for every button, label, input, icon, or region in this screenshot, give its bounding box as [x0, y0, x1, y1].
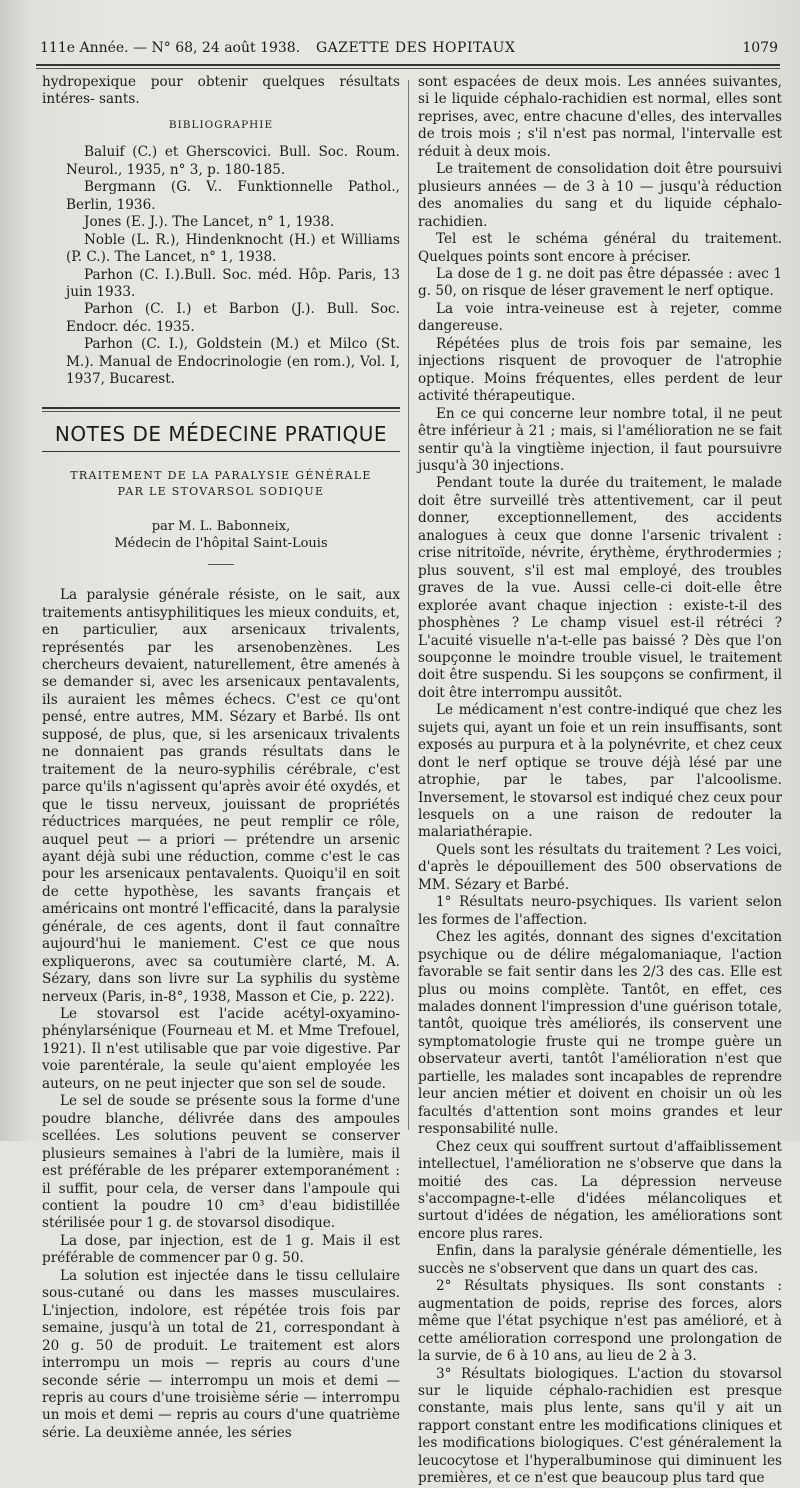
body-paragraph: Le médicament n'est contre-indiqué que chez les sujets qui, ayant un foie et un rein insuffisants, sont exposés au purpura et à la polynévrite, et chez ceux dont le nerf optique se trouve déjà lésé par une atrophie, par le tabes, par l'alcoolisme. Inversement, le stovarsol est indiqué chez ceux pour lesquels on a une raison de redouter la malariathérapie. [418, 702, 782, 841]
page-header [40, 36, 778, 60]
bibliography-title: BIBLIOGRAPHIE [168, 118, 274, 131]
body-paragraph: Quels sont les résultats du traitement ? Les voici, d'après le dépouillement des 500 observations de MM. Sézary et Barbé. [418, 841, 782, 893]
page-number: 1079 [742, 40, 778, 56]
body-paragraph: 2° Résultats physiques. Ils sont constants : augmentation de poids, reprise des forces, alors même que l'état psychique n'est pas amélioré, et à cette amélioration correspond une prolongation de la survie, de 6 à 10 ans, au lieu de 2 à 3. [418, 1278, 782, 1365]
section-rule-top [42, 407, 400, 409]
article-title-line-2: PAR LE STOVARSOL SODIQUE [117, 485, 325, 499]
byline-rule [208, 564, 234, 565]
body-paragraph: Le stovarsol est l'acide acétyl-oxyamino-phénylarsénique (Fourneau et M. et Mme Trefouel, 1921). Il n'est utilisable que par voie digestive. Par voie parentérale, la seule qu'aient employée les auteurs, on ne peut injecter que son sel de soude. [42, 1006, 400, 1092]
byline [42, 518, 400, 552]
bibliography-entry: Parhon (C. I.) et Barbon (J.). Bull. Soc. Endocr. déc. 1935. [66, 301, 400, 335]
right-column [418, 74, 782, 1488]
body-paragraph: La solution est injectée dans le tissu cellulaire sous-cutané ou dans les masses musculaires. L'injection, indolore, est répétée trois fois par semaine, jusqu'à un total de 21, correspondant à 20 g. 50 de produit. Le traitement est alors interrompu un mois — repris au cours d'une seconde série — interrompu un mois et demi — repris au cours d'une troisième série — interrompu un mois et demi — repris au cours d'une quatrième série. La deuxième année, les séries [42, 1267, 400, 1441]
left-column [42, 74, 400, 1442]
journal-title: GAZETTE DES HOPITAUX [316, 40, 516, 56]
body-paragraph: Enfin, dans la paralysie générale démentielle, les succès ne s'observent que dans un quart des cas. [418, 1243, 782, 1277]
bibliography-entry: Parhon (C. I.), Goldstein (M.) et Milco (St. M.). Manual de Endocrinologie (en rom.), Vol. I, 1937, Bucarest. [66, 336, 400, 388]
body-paragraph: Tel est le schéma général du traitement. Quelques points sont encore à préciser. [418, 231, 782, 265]
bibliography-entry: Bergmann (G. V.. Funktionnelle Pathol., Berlin, 1936. [66, 179, 400, 213]
body-paragraph: Le traitement de consolidation doit être poursuivi plusieurs années — de 3 à 10 — jusqu'à réduction des anomalies du sang et du liquide céphalo-rachidien. [418, 161, 782, 230]
body-paragraph: 1° Résultats neuro-psychiques. Ils varient selon les formes de l'affection. [418, 894, 782, 928]
author: par M. L. Babonneix, [151, 519, 291, 535]
header-rule [36, 64, 780, 66]
body-paragraph: Le sel de soude se présente sous la forme d'une poudre blanche, délivrée dans des ampoules scellées. Les solutions peuvent se conserver plusieurs semaines à l'abri de la lumière, mais il est préférable de les préparer extemporanément : il suffit, pour cela, de verser dans l'ampoule qui contient la poudre 10 cm³ d'eau bidistillée stérilisée pour 1 g. de stovarsol disodique. [42, 1093, 400, 1232]
body-paragraph: Répétées plus de trois fois par semaine, les injections risquent de provoquer de l'atrophie optique. Moins fréquentes, elles perdent de leur activité thérapeutique. [418, 335, 782, 405]
bibliography-entry: Noble (L. R.), Hindenknocht (H.) et Williams (P. C.). The Lancet, n° 1, 1938. [66, 231, 400, 266]
body-paragraph: Pendant toute la durée du traitement, le malade doit être surveillé très attentivement, car il peut donner, exceptionnellement, des accidents analogues à ceux que donne l'arsenic trivalent : crise nitritoïde, névrite, érythème, érythrodermies ; plus souvent, s'il est mal employé, des troubles graves de la vue. Aussi celle-ci doit-elle être explorée avant chaque injection : existe-t-il des phosphènes ? Le champ visuel est-il rétréci ? L'acuité visuelle n'a-t-elle pas baissé ? Dès que l'on soupçonne le moindre trouble visuel, le traitement doit être suspendu. Si les soupçons se confirment, il doit être interrompu aussitôt. [418, 475, 782, 701]
bibliography-entry: Baluif (C.) et Gherscovici. Bull. Soc. Roum. Neurol., 1935, n° 3, p. 180-185. [66, 144, 400, 178]
body-paragraph: La paralysie générale résiste, on le sait, aux traitements antisyphilitiques les mieux conduits, et, en particulier, aux arsenicaux trivalents, représentés par les arsenobenzènes. Les chercheurs devaient, naturellement, être amenés à se demander si, avec les arsenicaux pentavalents, ils auraient les mêmes échecs. C'est ce qu'ont pensé, entre autres, MM. Sézary et Barbé. Ils ont supposé, de plus, que, si les arsenicaux trivalents ne donnaient pas grands résultats dans le traitement de la neuro-syphilis cérébrale, c'est parce qu'ils n'agissent qu'après avoir été oxydés, et que le tissu nerveux, jouissant de propriétés réductrices marquées, ne peut remplir ce rôle, auquel peut — a priori — prétendre un arsenic ayant déjà subi une réduction, comme c'est le cas pour les arsenicaux pentavalents. Quoiqu'il en soit de cette hypothèse, les savants français et américains ont montré l'efficacité, dans la paralysie générale, de ces agents, dont il faut connaître aujourd'hui le maniement. C'est ce que nous expliquerons, avec sa coutumière clarté, M. A. Sézary, dans son livre sur La syphilis du système nerveux (Paris, in-8°, 1938, Masson et Cie, p. 222). [42, 587, 400, 1005]
article-title-line-1: TRAITEMENT DE LA PARALYSIE GÉNÉRALE [70, 469, 372, 483]
body-paragraph: La dose, par injection, est de 1 g. Mais il est préférable de commencer par 0 g. 50. [42, 1232, 400, 1267]
section-title: NOTES DE MÉDECINE PRATIQUE [54, 421, 388, 446]
bibliography-entry: Jones (E. J.). The Lancet, n° 1, 1938. [84, 214, 335, 231]
body-paragraph: Chez les agités, donnant des signes d'excitation psychique ou de délire mégalomaniaque, l'action favorable se fait sentir dans les 2/3 des cas. Elle est plus ou moins complète. Tantôt, en effet, ces malades donnent l'impression d'une guérison totale, tantôt, quoique très améliorés, ils conservent une symptomatologie fruste qui ne trompe guère un observateur averti, tantôt l'amélioration n'est que partielle, les malades sont incapables de reprendre leur ancien métier et doivent en choisir un où les facultés d'attention sont moins grandes et leur responsabilité nulle. [418, 929, 782, 1138]
body-paragraph: La voie intra-veineuse est à rejeter, comme dangereuse. [418, 300, 782, 335]
author-affiliation: Médecin de l'hôpital Saint-Louis [114, 536, 328, 552]
body-paragraph: Chez ceux qui souffrent surtout d'affaiblissement intellectuel, l'amélioration ne s'observe que dans la moitié des cas. La dépression nerveuse s'accompagne-t-elle d'idées mélancoliques et surtout d'idées de négation, les améliorations sont encore plus rares. [418, 1138, 782, 1242]
body-paragraph: 3° Résultats biologiques. L'action du stovarsol sur le liquide céphalo-rachidien est presque constante, mais plus lente, sans qu'il y ait un rapport constant entre les modifications cliniques et les modifications biologiques. C'est généralement la leucocytose et l'hyperalbuminose qui diminuent les premières, et ce n'est que beaucoup plus tard que [418, 1365, 782, 1487]
body-paragraph: sont espacées de deux mois. Les années suivantes, si le liquide céphalo-rachidien est normal, elles sont reprises, avec, entre chacune d'elles, des intervalles de trois mois ; s'il n'est pas normal, l'intervalle est réduit à deux mois. [418, 74, 782, 160]
issue-info: 111e Année. — N° 68, 24 août 1938. [40, 40, 301, 56]
section-rule-top-thin [42, 411, 400, 412]
article-title [42, 468, 400, 500]
section-rule-bottom [42, 451, 400, 452]
bibliography-list [42, 144, 400, 388]
body-paragraph: En ce qui concerne leur nombre total, il ne peut être inférieur à 21 ; mais, si l'amélioration ne se fait sentir qu'à la vingtième injection, il faut poursuivre jusqu'à 30 injections. [418, 405, 782, 474]
column-divider [408, 80, 409, 1130]
bibliography-entry: Parhon (C. I.).Bull. Soc. méd. Hôp. Paris, 13 juin 1933. [66, 266, 400, 300]
carry-over-text: hydropexique pour obtenir quelques résultats intéres- sants. [42, 74, 400, 108]
body-paragraph: La dose de 1 g. ne doit pas être dépassée : avec 1 g. 50, on risque de léser gravement le nerf optique. [418, 265, 782, 300]
header-rule-thin [36, 68, 780, 69]
